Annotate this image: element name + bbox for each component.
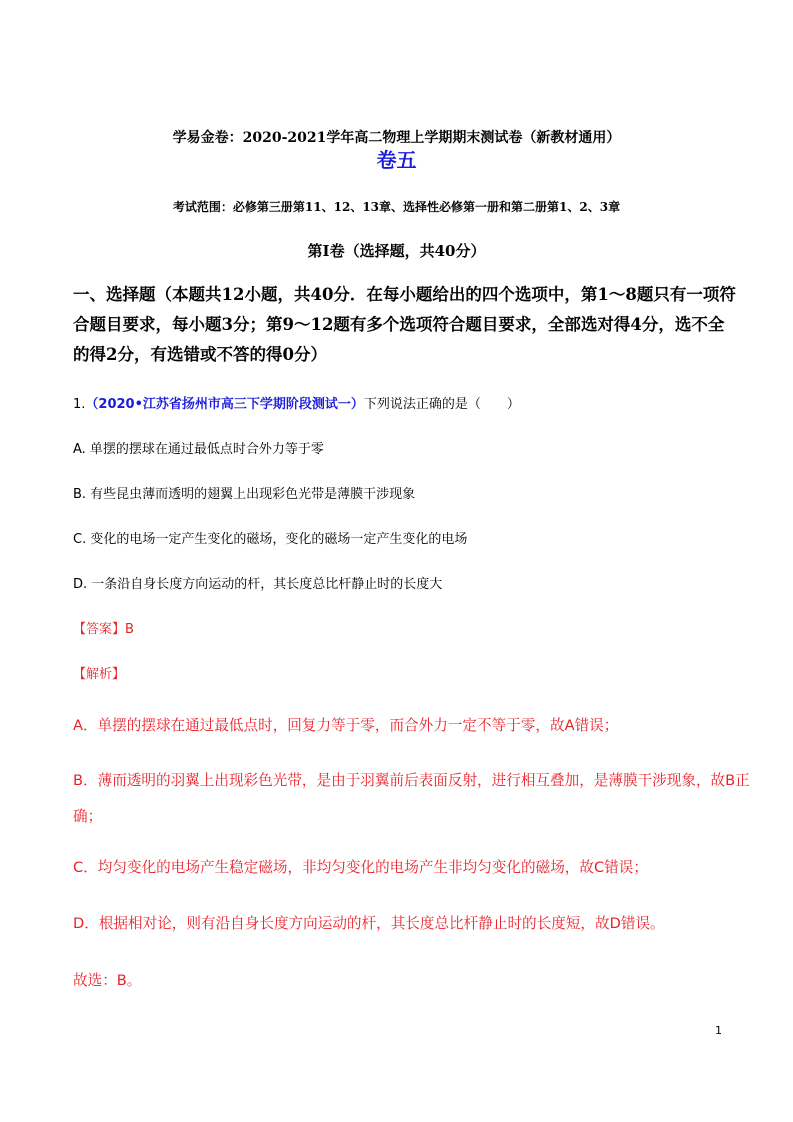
analysis-line: D．根据相对论，则有沿自身长度方向运动的杆，其长度总比杆静止时的长度短，故D错误。 xyxy=(73,915,665,932)
paper-subtitle: 卷五 xyxy=(376,148,417,172)
answer-line xyxy=(73,623,134,636)
document-title: 学易金卷：2020-2021学年高二物理上学期期末测试卷（新教材通用） xyxy=(172,130,621,146)
answer-label: 【答案】 xyxy=(73,622,126,637)
option-a: A. 单摆的摆球在通过最低点时合外力等于零 xyxy=(73,442,324,457)
option-b: B. 有些昆虫薄而透明的翅翼上出现彩色光带是薄膜干涉现象 xyxy=(73,487,416,502)
question-number: 1. xyxy=(73,397,86,412)
page-number: 1 xyxy=(715,1024,722,1037)
part-heading: 第Ⅰ卷（选择题，共40分） xyxy=(307,242,486,260)
analysis-line: A．单摆的摆球在通过最低点时，回复力等于零，而合外力一定不等于零，故A错误； xyxy=(73,717,619,734)
option-c: C. 变化的电场一定产生变化的磁场，变化的磁场一定产生变化的电场 xyxy=(73,532,468,547)
conclusion: 故选：B。 xyxy=(73,972,142,989)
analysis-line: C．均匀变化的电场产生稳定磁场，非均匀变化的电场产生非均匀变化的磁场，故C错误； xyxy=(73,859,648,876)
option-d: D. 一条沿自身长度方向运动的杆，其长度总比杆静止时的长度大 xyxy=(73,577,443,592)
answer-value: B xyxy=(125,622,134,637)
question-stem xyxy=(73,398,520,411)
question-source: （2020•江苏省扬州市高三下学期阶段测试一） xyxy=(85,397,364,412)
exam-scope: 考试范围：必修第三册第11、12、13章、选择性必修第一册和第二册第1、2、3章 xyxy=(172,200,621,214)
section-instructions-line: 的得2分，有选错或不答的得0分） xyxy=(73,345,327,364)
analysis-line: 确； xyxy=(73,808,103,825)
question-text: 下列说法正确的是（ ） xyxy=(363,397,520,412)
section-instructions-line: 合题目要求，每小题3分；第9～12题有多个选项符合题目要求，全部选对得4分，选不全 xyxy=(73,315,725,334)
section-instructions-line: 一、选择题（本题共12小题，共40分．在每小题给出的四个选项中，第1～8题只有一项符 xyxy=(73,285,736,304)
analysis-line: B．薄而透明的羽翼上出现彩色光带，是由于羽翼前后表面反射，进行相互叠加，是薄膜干涉现象，故B正 xyxy=(73,772,750,789)
analysis-label: 【解析】 xyxy=(73,667,126,682)
